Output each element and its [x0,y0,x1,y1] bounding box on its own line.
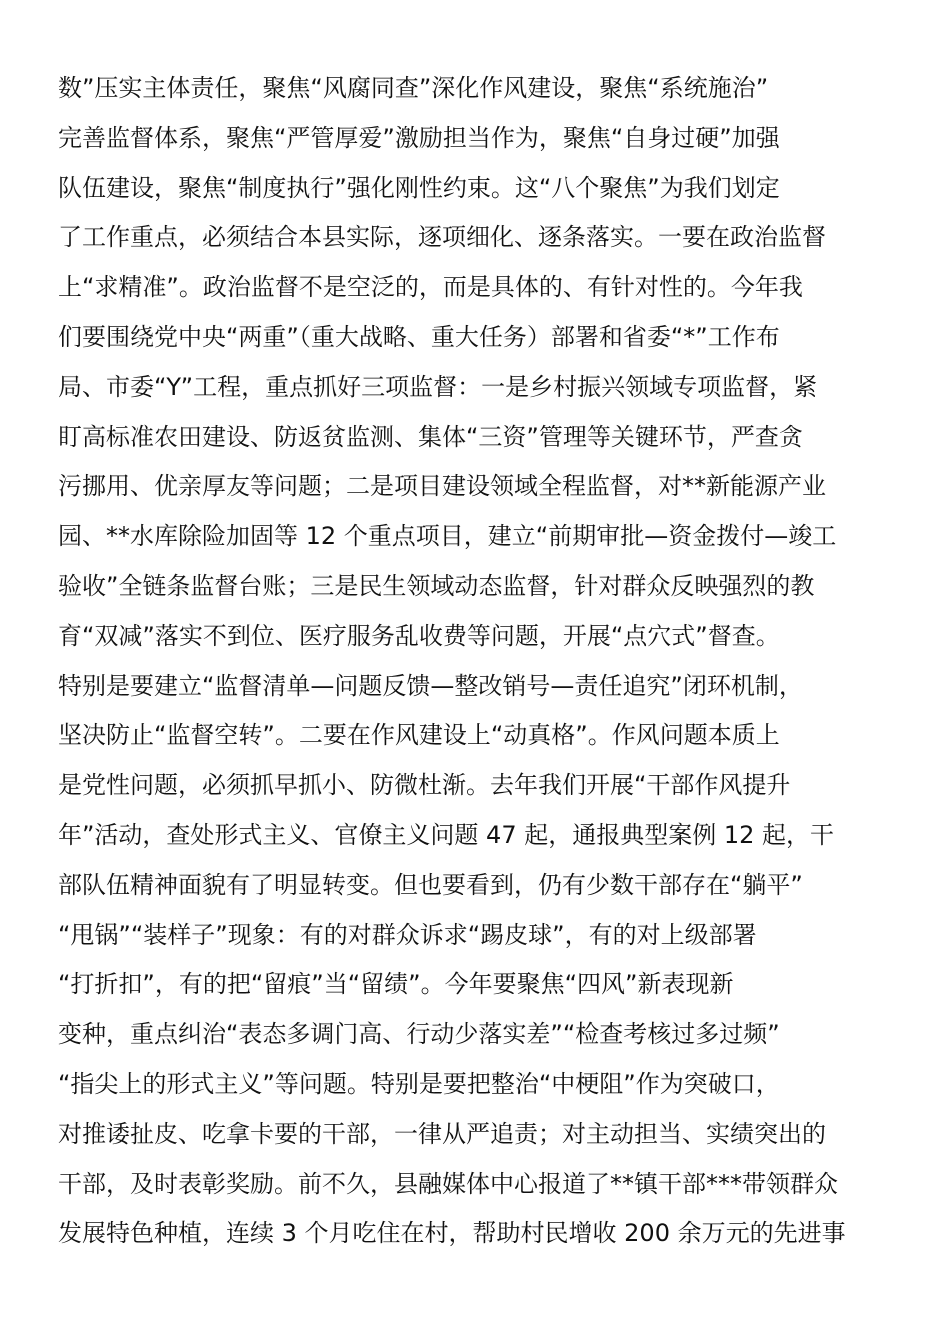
text-line: 是党性问题，必须抓早抓小、防微杜渐。去年我们开展“干部作风提升 [58,771,791,800]
text-line: 对推诿扯皮、吃拿卡要的干部，一律从严追责；对主动担当、实绩突出的 [58,1119,826,1148]
text-line: 污挪用、优亲厚友等问题；二是项目建设领域全程监督，对**新能源产业 [58,472,826,501]
text-line: “甩锅”“装样子”现象：有的对群众诉求“踢皮球”，有的对上级部署 [58,920,757,949]
text-line: 发展特色种植，连续 3 个月吃住在村，帮助村民增收 200 余万元的先进事 [58,1219,846,1248]
text-line: 验收”全链条监督台账；三是民生领域动态监督，针对群众反映强烈的教 [58,571,815,600]
body-paragraph [58,64,898,1259]
text-line: 盯高标准农田建设、防返贫监测、集体“三资”管理等关键环节，严查贪 [58,422,803,451]
text-line: 年”活动，查处形式主义、官僚主义问题 47 起，通报典型案例 12 起，干 [58,820,835,849]
text-line: “指尖上的形式主义”等问题。特别是要把整治“中梗阻”作为突破口， [58,1069,780,1098]
text-line: 变种，重点纠治“表态多调门高、行动少落实差”“检查考核过多过频” [58,1020,780,1049]
text-line: 育“双减”落实不到位、医疗服务乱收费等问题，开展“点穴式”督查。 [58,621,780,650]
text-line: 完善监督体系，聚焦“严管厚爱”激励担当作为，聚焦“自身过硬”加强 [58,123,780,152]
text-line: 干部，及时表彰奖励。前不久，县融媒体中心报道了**镇干部***带领群众 [58,1169,838,1198]
text-line: 园、**水库除险加固等 12 个重点项目，建立“前期审批—资金拨付—竣工 [58,522,837,551]
text-line: 部队伍精神面貌有了明显转变。但也要看到，仍有少数干部存在“躺平” [58,870,803,899]
text-line: 坚决防止“监督空转”。二要在作风建设上“动真格”。作风问题本质上 [58,721,780,750]
text-line: 上“求精准”。政治监督不是空泛的，而是具体的、有针对性的。今年我 [58,273,803,302]
text-line: “打折扣”，有的把“留痕”当“留绩”。今年要聚焦“四风”新表现新 [58,970,734,999]
text-line: 特别是要建立“监督清单—问题反馈—整改销号—责任追究”闭环机制， [58,671,803,700]
text-line: 队伍建设，聚焦“制度执行”强化刚性约束。这“八个聚焦”为我们划定 [58,173,780,202]
text-line: 数”压实主体责任，聚焦“风腐同查”深化作风建设，聚焦“系统施治” [58,74,769,102]
text-line: 了工作重点，必须结合本县实际，逐项细化、逐条落实。一要在政治监督 [58,223,826,252]
text-line: 局、市委“Y”工程，重点抓好三项监督：一是乡村振兴领域专项监督，紧 [58,372,818,401]
text-line: 们要围绕党中央“两重”（重大战略、重大任务）部署和省委“*”工作布 [58,322,780,351]
